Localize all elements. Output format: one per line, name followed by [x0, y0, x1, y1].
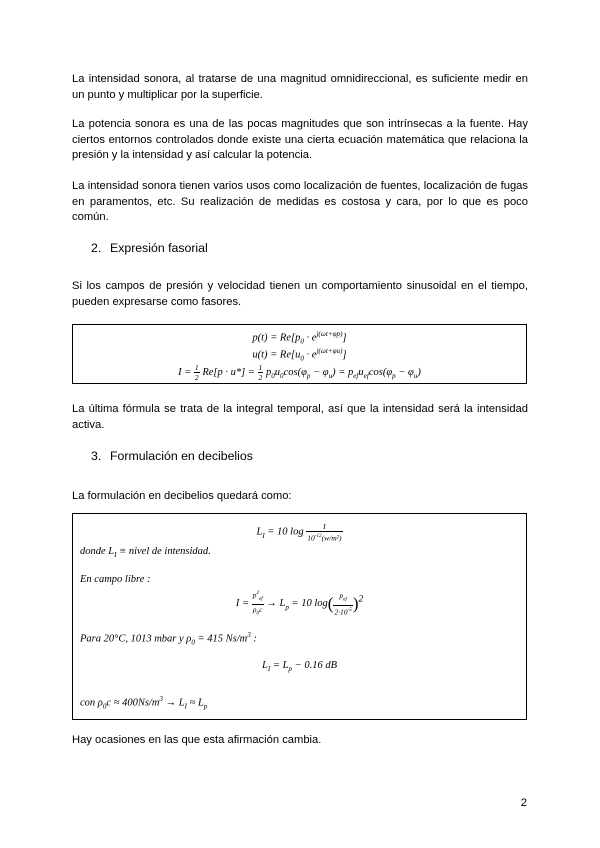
heading-number: 2. [91, 241, 102, 255]
paragraph-phasors: Si los campos de presión y velocidad tienen un comportamiento sinusoidal en el tiempo, pueden expresarse como fasores. [72, 280, 528, 308]
heading-expresion-fasorial [91, 241, 208, 255]
paragraph-sound-power: La potencia sonora es una de las pocas magnitudes que son intrínsecas a la fuente. Hay ciertos entornos controlados donde existe una cierta ecuación matemática que relaciona la presión y la intensidad y así calcular la potencia. [72, 118, 528, 161]
heading-formulacion-decibelios [91, 449, 253, 463]
formula-approximation: con $\rho_0c \approx 400Ns/m^3 \to L_I \approx L_p$ [80, 695, 208, 711]
page-number: 2 [520, 797, 527, 809]
paragraph-temporal-integral: La última fórmula se trata de la integral temporal, así que la intensidad será la intensidad activa. [72, 403, 528, 431]
paragraph-intensity-measure: La intensidad sonora, al tratarse de una magnitud omnidireccional, es suficiente medir en un punto y multiplicar por la superficie. [72, 73, 528, 101]
heading-number: 3. [91, 449, 102, 463]
decibel-formula-box [72, 513, 527, 720]
formula-conditions: Para 20°C, 1013 mbar y $\rho_0 = 415$ $Ns/m^3$ : [80, 631, 257, 647]
formula-intensity-level: $L_I = 10$ log $\frac{I}{10^{-12}(w/m^2)}$ [256, 522, 342, 543]
paragraph-intensity-uses: La intensidad sonora tienen varios usos como localización de fuentes, localización de fugas en paramentos, etc. Su realización de medidas es costosa y cara, por lo que es poco común. [72, 180, 528, 223]
heading-text: Expresión fasorial [110, 241, 208, 255]
formula-donde: donde $L_I$ ≡ nivel de intensidad. [80, 546, 211, 560]
formula-intensity: I = $\frac{1}{2}$ Re[p · u*] = $\frac{1}{2}$ $p_0u_0\cos(\varphi_p - \varphi_u) = p_{ef}u_{ef}\cos(\varphi_p - \varphi_u)$ [178, 363, 421, 382]
heading-text: Formulación en decibelios [110, 449, 253, 463]
formula-level-difference: $L_I = L_p - 0.16$ dB [262, 660, 337, 674]
formula-pressure: $p(t) = Re[p_0 \cdot e^{j(\omega t+\varphi p)}]$ [252, 330, 347, 346]
paragraph-exceptions: Hay ocasiones en las que esta afirmación cambia. [72, 734, 322, 746]
phasor-formula-box [72, 324, 527, 384]
formula-free-field: I = $\frac{p^2_{ef}}{\rho_0c}$ → $L_p = 10$ log( $\frac{p_{ef}}{2\cdot 10^{-5}}$ )$^2$ [235, 590, 364, 617]
formula-campo-libre: En campo libre : [80, 574, 151, 585]
formula-velocity: $u(t) = Re[u_0 \cdot e^{j(\omega t+\varphi u)}]$ [252, 347, 347, 363]
paragraph-db-intro: La formulación en decibelios quedará como: [72, 490, 292, 502]
